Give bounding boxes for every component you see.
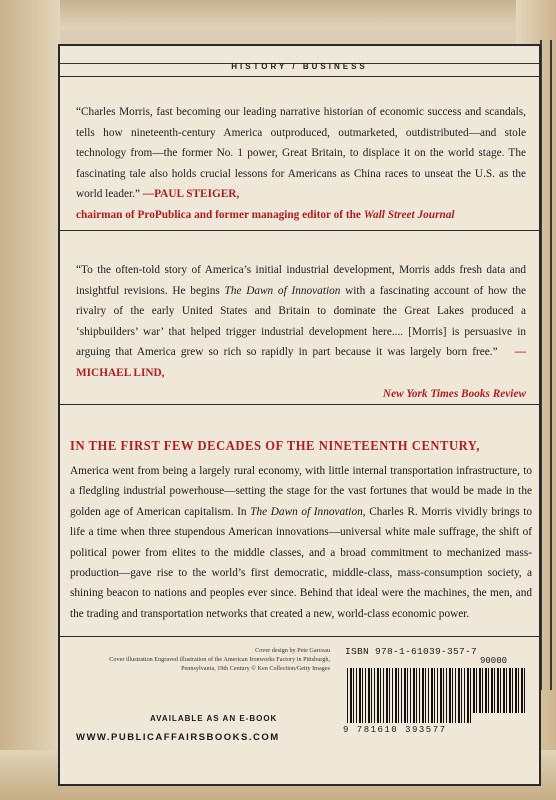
- divider: [60, 636, 539, 637]
- description-body: [70, 461, 532, 624]
- blurb-quote-2: [76, 260, 526, 404]
- quote-2-text-a: “To the often-told story of America’s initial industrial development, Morris adds fresh data and insightful revisions. He begins: [76, 264, 526, 297]
- cover-illustration-credit: Cover illustration Engraved illustration of the American Ironworks Factory in Pittsburgh, Pennsylvania, 19th Century © Ken Collection/Getty Images: [109, 656, 330, 672]
- quote-2-book-title: The Dawn of Innovation: [224, 284, 341, 297]
- barcode-number: 9 781610 393577: [343, 725, 447, 735]
- isbn-text: ISBN 978-1-61039-357-7: [345, 646, 478, 657]
- publisher-website: WWW.PUBLICAFFAIRSBOOKS.COM: [76, 732, 280, 743]
- quote-1-attribution-name: —PAUL STEIGER,: [142, 188, 240, 201]
- quote-1-text: “Charles Morris, fast becoming our leading narrative historian of economic success and scandals, tells how nineteenth-century America outproduced, outmarketed, outdistributed—and stole technology from—the former No. 1 power, Great Britain, to displace it on the world stage. The fascinating tale also holds crucial lessons for Americans as China races to unseat the U.S. as the world leader.”: [76, 106, 526, 201]
- quote-1-publication: Wall Street Journal: [363, 208, 455, 221]
- price-barcode-icon: [473, 668, 527, 713]
- background-top: [0, 0, 556, 30]
- spine-bars: [540, 40, 552, 690]
- quote-2-publication: New York Times Books Review: [382, 387, 526, 400]
- barcode-icon: [347, 668, 471, 723]
- divider: [60, 404, 539, 405]
- description-lead: IN THE FIRST FEW DECADES OF THE NINETEENTH CENTURY,: [70, 439, 480, 454]
- quote-2-attribution-name: —MICHAEL LIND,: [76, 346, 526, 379]
- cover-design-credit: Cover design by Pete Garceau: [255, 647, 330, 654]
- description-text-a: America went from being a largely rural economy, with little internal transportation infrastructure, to a fledgling industrial powerhouse—setting the stage for the vast fortunes that would be made in the golden age of American capitalism. In: [70, 465, 532, 518]
- divider: [60, 230, 539, 231]
- description-text-b: , Charles R. Morris vividly brings to life a time when three stupendous American innovations—universal white male suffrage, the shift of political power from elites to the middle classes, and a broad commitment to mechanized mass-production—gave rise to the world’s first democratic, middle-class, mass-consumption society, a shining beacon to nations and peoples ever since. Behind that ideal were the machines, the men, and the trading and transportation networks that created a new, world-class economic power.: [70, 505, 533, 620]
- quote-2-text-b: with a fascinating account of how the rivalry of the early United States and Britain to dominate the Great Lakes produced a ‘shipbuilders’ war’ that helped trigger industrial development here.... [Morris] is persuasive in arguing that America grew so rich so rapidly in part because it was largely born free.”: [76, 284, 526, 359]
- cover-credits: [90, 646, 330, 673]
- ebook-notice: AVAILABLE AS AN E-BOOK: [150, 714, 278, 723]
- divider: [60, 76, 539, 77]
- quote-1-title-prefix: chairman of ProPublica and former managing editor of the: [76, 208, 364, 221]
- price-code: 90000: [480, 656, 508, 666]
- back-cover-panel: [58, 44, 541, 786]
- background-left: [0, 0, 60, 800]
- blurb-quote-1: [76, 102, 526, 226]
- quote-1-attribution-title: [76, 209, 455, 221]
- description-book-title: The Dawn of Innovation: [250, 505, 363, 518]
- category-label: HISTORY / BUSINESS: [231, 62, 368, 71]
